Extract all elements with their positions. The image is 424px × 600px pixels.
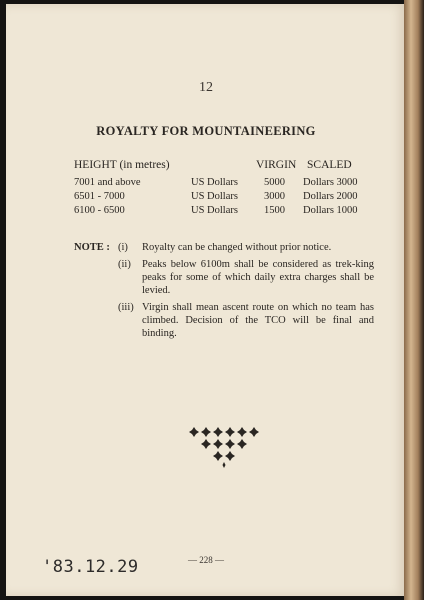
height-range: 6100 - 6500 [74, 205, 125, 216]
scaled-column-header: SCALED [307, 159, 352, 171]
note-item-marker: (i) [118, 242, 128, 253]
footer-page-number: — 228 — [188, 555, 224, 565]
decorative-ornament [188, 424, 262, 468]
currency: US Dollars [191, 205, 238, 216]
table-row [6, 177, 406, 191]
virgin-royalty: 5000 [264, 177, 285, 188]
note-item-marker: (iii) [118, 302, 134, 313]
virgin-royalty: 1500 [264, 205, 285, 216]
virgin-column-header: VIRGIN [256, 159, 297, 171]
height-column-header: HEIGHT (in metres) [74, 159, 170, 171]
height-range: 7001 and above [74, 177, 141, 188]
virgin-royalty: 3000 [264, 191, 285, 202]
page-number: 12 [199, 80, 213, 95]
book-spine-edge [404, 0, 424, 600]
table-row [6, 205, 406, 219]
currency: US Dollars [191, 191, 238, 202]
page-title: ROYALTY FOR MOUNTAINEERING [96, 124, 316, 138]
scaled-royalty: Dollars 2000 [303, 191, 358, 202]
document-page [6, 4, 406, 596]
currency: US Dollars [191, 177, 238, 188]
scaled-royalty: Dollars 3000 [303, 177, 358, 188]
note-item-text: Peaks below 6100m shall be considered as trek-king peaks for some of which daily extra charges shall be levied. [142, 259, 374, 296]
note-label: NOTE : [74, 242, 110, 253]
height-range: 6501 - 7000 [74, 191, 125, 202]
note-item-text: Virgin shall mean ascent route on which no team has climbed. Decision of the TCO will be final and binding. [142, 302, 374, 339]
table-row [6, 191, 406, 205]
note-item-text: Royalty can be changed without prior notice. [142, 242, 332, 253]
date-stamp: '83.12.29 [42, 557, 139, 577]
note-item-marker: (ii) [118, 259, 131, 270]
scaled-royalty: Dollars 1000 [303, 205, 358, 216]
